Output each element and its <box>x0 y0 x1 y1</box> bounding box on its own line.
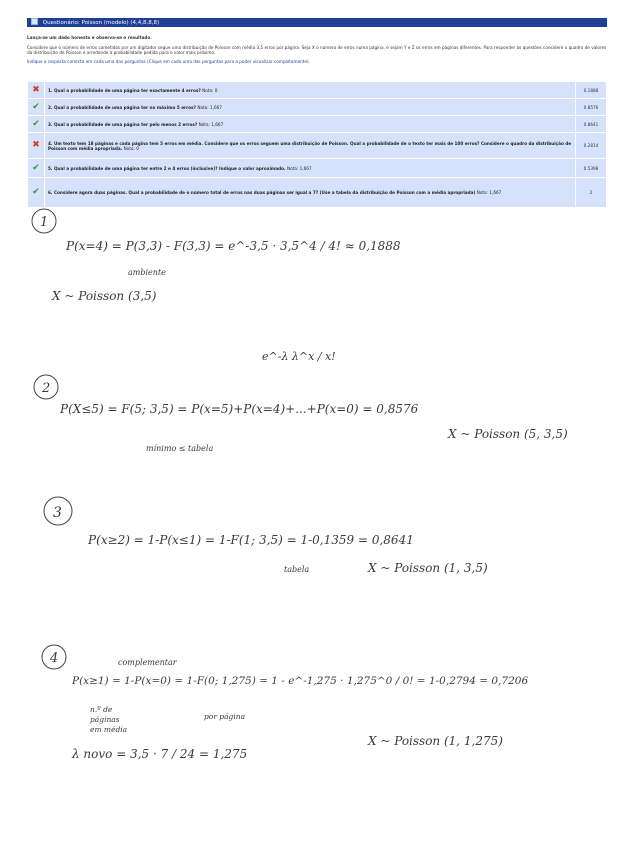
question-note: Nota: 1,667 <box>198 121 224 127</box>
note-sub: mínimo ≤ tabela <box>146 444 214 453</box>
note-number: 2 <box>42 381 51 396</box>
question-cell <box>45 159 576 178</box>
intro-instructions: Indique a resposta correcta em cada uma das perguntas (Clique em cada uma das perguntas para a poder visualizar completamente). <box>27 58 310 64</box>
note-1 <box>32 209 401 303</box>
circle-number-4 <box>42 645 66 669</box>
question-row[interactable] <box>28 82 607 99</box>
question-note: Nota: 1,667 <box>286 165 312 171</box>
note-line: P(X≤5) = F(5; 3,5) = P(x=5)+P(x=4)+...+P(x=0) = 0,8576 <box>60 402 419 416</box>
note-number: 3 <box>53 505 62 521</box>
question-cell <box>45 99 576 116</box>
note-sub: ambiente <box>128 268 166 277</box>
question-note: Nota: 1,667 <box>197 104 222 110</box>
doc-icon <box>31 18 38 25</box>
check-icon: ✔ <box>32 101 40 112</box>
answer-cell[interactable]: 0.1888 <box>576 82 607 99</box>
question-cell <box>45 133 576 159</box>
question-text: 3. Qual a probabilidade de uma página ter pelo menos 2 erros? <box>48 121 198 127</box>
note-aside: páginas <box>90 715 120 724</box>
note-above: e^-λ λ^x / x! <box>262 350 336 363</box>
question-text: 6. Considere agora duas páginas. Qual a probabilidade de o número total de erros nas duas páginas ser igual a 7? (Use a tabela da distribuição de Poisson com a média apropriada) <box>48 190 476 195</box>
note-4 <box>42 645 528 761</box>
note-side: X ~ Poisson (1, 1,275) <box>368 734 503 748</box>
question-cell <box>45 82 576 99</box>
note-above: complementar <box>118 658 177 667</box>
wrong-icon: ✖ <box>32 84 40 95</box>
note-side: X ~ Poisson (5, 3,5) <box>448 427 568 441</box>
circle-number-3 <box>44 497 72 525</box>
note-line: P(x≥2) = 1-P(x≤1) = 1-F(1; 3,5) = 1-0,1359 = 0,8641 <box>88 533 414 547</box>
answer-cell[interactable]: 0.8641 <box>576 116 607 133</box>
note-line: P(x≥1) = 1-P(x=0) = 1-F(0; 1,275) = 1 - e^-1,275 · 1,275^0 / 0! = 1-0,2794 = 0,7206 <box>72 675 529 687</box>
status-cell <box>28 82 45 99</box>
circle-number-2 <box>34 375 58 399</box>
question-row[interactable] <box>28 178 607 208</box>
note-number: 4 <box>50 651 59 666</box>
question-text: 5. Qual a probabilidade de uma página ter entre 2 e 4 erros (inclusive)? Indique o valor aproximado. <box>48 165 286 171</box>
intro-body: Considere que o número de erros cometidos por um digitador segue uma distribuição de Poisson com média 3,5 erros por página. Seja X o número de erros numa página, e sejam Y e Z os erros em páginas diferentes. Para responder às questões considere o quadro de valores da distribuição de Poisson e arredonde a probabilidade pedida para o valor mais próximo. <box>27 44 607 55</box>
question-row[interactable] <box>28 133 607 159</box>
check-icon: ✔ <box>32 118 40 129</box>
question-note: Nota: 0 <box>123 145 139 151</box>
intro-block <box>27 35 607 64</box>
note-line: λ novo = 3,5 · 7 / 24 = 1,275 <box>72 747 248 761</box>
question-text: 4. Um texto tem 18 páginas e cada página tem 5 erros em média. Considere que os erros seguem uma distribuição de Poisson. Qual a probabilidade de o texto ter mais de 100 erros? Considere o quadro da distribuição de Poisson com média apropriada. <box>48 140 572 151</box>
question-row[interactable] <box>28 116 607 133</box>
answer-cell[interactable]: 0.2814 <box>576 133 607 159</box>
note-3 <box>44 497 488 575</box>
status-cell <box>28 116 45 133</box>
note-number: 1 <box>40 215 49 230</box>
status-cell <box>28 159 45 178</box>
status-cell <box>28 178 45 208</box>
status-cell <box>28 99 45 116</box>
wrong-icon: ✖ <box>32 140 40 150</box>
circle-number-1 <box>32 209 56 233</box>
question-cell <box>45 116 576 133</box>
note-side: X ~ Poisson (1, 3,5) <box>368 561 488 575</box>
question-text: 2. Qual a probabilidade de uma página ter no máximo 5 erros? <box>48 104 196 110</box>
question-cell <box>45 178 576 208</box>
answer-cell[interactable]: 0.8576 <box>576 99 607 116</box>
window-titlebar <box>27 18 607 27</box>
note-line: P(x=4) = P(3,3) - F(3,3) = e^-3,5 · 3,5^4 / 4! ≈ 0,1888 <box>66 239 401 253</box>
question-row[interactable] <box>28 99 607 116</box>
question-note: Nota: 1,667 <box>476 190 502 195</box>
note-aside: por página <box>204 712 246 721</box>
question-row[interactable] <box>28 159 607 178</box>
note-aside: em média <box>90 725 128 734</box>
questions-table <box>27 81 607 208</box>
check-icon: ✔ <box>32 162 40 173</box>
intro-lead: Lança-se um dado honesto e observa-se o resultado. <box>27 35 152 40</box>
note-line: X ~ Poisson (3,5) <box>52 289 157 303</box>
window-title: Questionário: Poisson (modelo) (4,4,8,8,8) <box>42 20 160 26</box>
note-aside: n.º de <box>90 705 113 714</box>
answer-cell[interactable]: 0.5398 <box>576 159 607 178</box>
note-sub: tabela <box>284 565 310 574</box>
note-2 <box>34 350 568 453</box>
question-text: 1. Qual a probabilidade de uma página ter exactamente 4 erros? <box>48 87 201 93</box>
answer-cell[interactable]: 2 <box>576 178 607 208</box>
question-note: Nota: 0 <box>202 87 218 93</box>
status-cell <box>28 133 45 159</box>
check-icon: ✔ <box>32 187 40 197</box>
